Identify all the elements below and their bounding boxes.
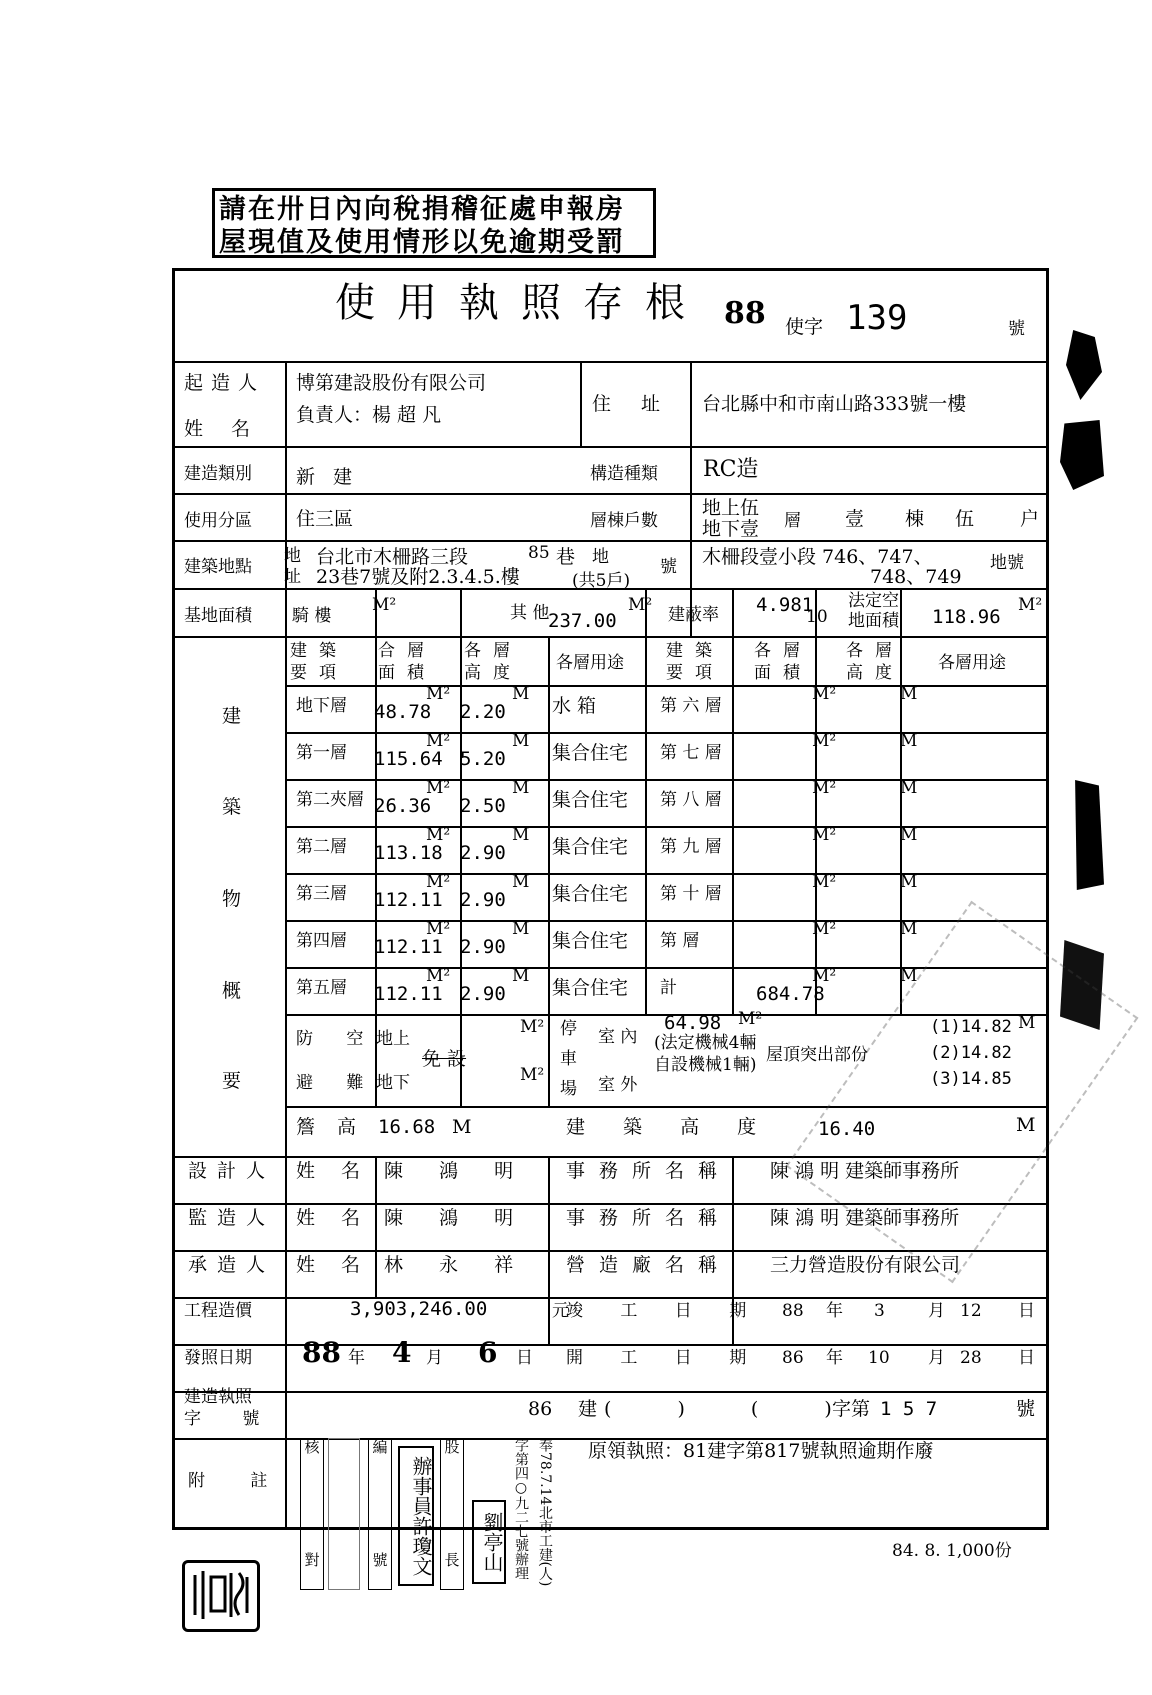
office-name: 三力營造股份有限公司 [770,1254,961,1276]
print-run: 84. 8. 1,000份 [892,1541,1012,1561]
builder-rep: 負責人：楊 超 凡 [296,404,442,426]
completion-nian: 年 [826,1301,843,1321]
floor-use: 集合住宅 [552,789,629,811]
floor-area-unit: M² [426,684,451,704]
completion-yue: 月 [928,1301,945,1321]
chief-box [440,1438,464,1590]
start-year: 86 [782,1348,804,1368]
cost-value: 3,903,246.00 [350,1298,488,1320]
floor-area: 115.64 [374,748,443,770]
structure-label: 構造種類 [590,464,658,484]
parking-1: 停 [560,1019,577,1039]
side-char-1: 建 [222,705,242,727]
floor-area-unit: M² [426,872,451,892]
completion-day: 12 [960,1301,982,1321]
floor-height-right-unit: M [900,684,918,704]
roof-label: 屋頂突出部份 [766,1045,868,1065]
issue-year: 88 [302,1336,341,1369]
side-char-4: 概 [222,980,242,1002]
official-seal-icon [182,1560,260,1632]
parking-indoor-value: 64.98 [664,1012,722,1034]
build-type-label: 建造類別 [184,464,252,484]
floor-height: 2.90 [460,889,506,911]
site-lane: 巷 [556,546,576,568]
floor-name-right: 第 八 層 [660,790,722,810]
tax-notice-stamp [212,188,656,258]
start-label: 開 工 日 期 [566,1348,763,1368]
permit-number: 139 [846,298,908,338]
note-label: 附 註 [188,1471,288,1491]
col-item: 建築要項 [290,641,348,683]
floor-height-right-unit: M [900,778,918,798]
hu-label: 户 [1020,508,1040,530]
lot-line-2: 748、749 [870,566,962,588]
start-day: 28 [960,1348,982,1368]
floor-name: 第二層 [296,837,347,857]
person-name-label: 姓 名 [296,1254,371,1276]
shelter-below-unit: M² [520,1065,545,1085]
cost-label: 工程造價 [184,1301,252,1321]
floor-height: 2.90 [460,983,506,1005]
floor-area-unit: M² [426,825,451,845]
issue-yue: 月 [426,1348,443,1368]
floor-use: 集合住宅 [552,930,629,952]
arcade-unit: M² [372,595,397,615]
roof-3: (3)14.85 [930,1069,1012,1089]
roof-unit: M [1018,1013,1036,1033]
number-box [368,1438,392,1590]
other-value: 237.00 [548,610,617,632]
floor-name: 第四層 [296,931,347,951]
issue-label: 發照日期 [184,1348,252,1368]
floor-area-right-unit: M² [812,731,837,751]
floor-name: 第三層 [296,884,347,904]
issue-day: 6 [478,1336,498,1369]
start-yue: 月 [928,1348,945,1368]
other-unit: M² [628,595,653,615]
builder-label: 起造人 [184,372,266,394]
floor-height-right-unit: M [900,825,918,845]
person-name-label: 姓 名 [296,1160,371,1182]
permit-year-2: 86 [528,1398,553,1420]
eave-unit: M [452,1116,472,1138]
stamp-line-2: 屋現值及使用情形以免逾期受罰 [219,227,625,258]
parking-3: 場 [560,1079,577,1099]
side-char-5: 要 [222,1070,242,1092]
person-role: 承造人 [188,1254,276,1276]
floor-area: 112.11 [374,983,443,1005]
shelter-exempt: 免 設 [422,1048,467,1070]
addr-tag-2: 址 [284,567,301,587]
floor-height: 5.20 [460,748,506,770]
floor-area: 112.11 [374,889,443,911]
floor-height: 2.20 [460,701,506,723]
floor-name-right: 第 七 層 [660,743,722,763]
floor-area-right-unit: M² [812,825,837,845]
floor-name: 第二夾層 [296,790,364,810]
builder-address: 台北縣中和市南山路333號一樓 [702,393,967,415]
col-use: 各層用途 [556,653,624,673]
col-height: 各層高度 [464,641,522,683]
building-height-label: 建 築 高 度 [566,1116,773,1138]
edge-glyph-1 [1066,330,1102,400]
parking-indoor: 室 內 [598,1027,638,1047]
floor-use: 集合住宅 [552,742,629,764]
floor-area-unit: M² [426,966,451,986]
floor-name-right: 第 十 層 [660,884,722,904]
dong-count: 壹 [845,508,865,530]
completion-ri: 日 [1018,1301,1035,1321]
building-height-unit: M [1016,1114,1036,1136]
floor-height: 2.90 [460,842,506,864]
floor-height-right-unit: M [900,919,918,939]
floor-use: 集合住宅 [552,883,629,905]
coverage-denominator: 10 [806,607,828,627]
site-total: (共5戶) [572,571,631,591]
floor-area-right-unit: M² [812,778,837,798]
floor-area-right-unit: M² [812,966,837,986]
number-char-2: 號 [372,1551,388,1569]
permit-jian: 建 [578,1398,598,1420]
person-role: 監造人 [188,1207,276,1229]
shelter-label-2: 避 難 [296,1073,378,1093]
lot-label-2: 號 [660,557,677,577]
open-space-value: 118.96 [932,606,1001,628]
floor-area-right-unit: M² [812,684,837,704]
open-space-label-2: 地面積 [848,611,899,631]
hu-count: 伍 [955,508,975,530]
name-label: 姓名 [184,418,279,440]
office-label: 事務所名稱 [566,1207,732,1229]
hao-label: 號 [1008,319,1025,339]
col-use-2: 各層用途 [938,653,1006,673]
floor-height-right-unit: M [900,872,918,892]
issue-nian: 年 [348,1348,365,1368]
col-floor-area: 合層面積 [378,641,436,683]
parking-outdoor: 室 外 [598,1075,638,1095]
col-area-2: 各層面積 [754,641,812,683]
person-name-label: 姓 名 [296,1207,371,1229]
completion-year: 88 [782,1301,804,1321]
floor-height-unit: M [512,684,530,704]
floor-height-unit: M [512,778,530,798]
permit-label-2: 字 號 [184,1409,278,1429]
floor-name-right: 第 層 [660,931,700,951]
side-char-3: 物 [222,888,242,910]
floor-height-right-unit: M [900,966,918,986]
zone-value: 住三區 [296,508,354,530]
chief-seal: 劉亭山 [472,1500,506,1584]
office-label: 營造廠名稱 [566,1254,732,1276]
floor-name-right: 第 六 層 [660,696,722,716]
floor-name-right: 第 九 層 [660,837,722,857]
col-height-2: 各層高度 [846,641,904,683]
start-month: 10 [868,1348,890,1368]
edge-glyph-3 [1070,780,1104,890]
other-label: 其 他 [510,603,550,623]
permit-zi: 使字 [785,316,824,338]
floor-name: 第一層 [296,743,347,763]
floor-height-unit: M [512,919,530,939]
roof-2: (2)14.82 [930,1043,1012,1063]
office-name: 陳 鴻 明 建築師事務所 [770,1207,960,1229]
shelter-above: 地上 [376,1029,410,1049]
arcade-label: 騎 樓 [292,606,332,626]
completion-label: 竣 工 日 期 [566,1301,763,1321]
permit-year: 88 [724,296,766,331]
check-char-2: 對 [304,1551,320,1569]
floors-below: 地下壹 [702,518,760,540]
stamp-line-1: 請在卅日內向稅捐稽征處申報房 [219,194,625,225]
floor-use: 集合住宅 [552,836,629,858]
parking-indoor-unit: M² [738,1009,763,1029]
area-label: 基地面積 [184,606,252,626]
floor-area-unit: M² [426,731,451,751]
parking-legal: (法定機械4輛 [654,1033,757,1053]
build-type-value: 新 建 [296,466,359,488]
shelter-above-unit: M² [520,1017,545,1037]
ceng-label: 層 [784,511,801,531]
zone-label: 使用分區 [184,511,252,531]
floor-height-right-unit: M [900,731,918,751]
floor-use: 水 箱 [552,695,597,717]
completion-month: 3 [874,1301,885,1321]
floor-height-unit: M [512,731,530,751]
floor-name: 第五層 [296,978,347,998]
clerk-seal: 辦事員許瓊文 [398,1446,434,1586]
edge-glyph-2 [1060,420,1104,490]
floor-area: 48.78 [374,701,432,723]
permit-number-2: 1 5 7 [880,1398,938,1420]
shelter-label-1: 防 空 [296,1029,378,1049]
permit-hao: 號 [1016,1398,1036,1420]
start-ri: 日 [1018,1348,1035,1368]
side-char-2: 築 [222,796,242,818]
floor-name-right: 計 [660,978,677,998]
coverage-value: 4.981 [756,594,814,616]
approval-col-1: 字第四○九二七號辦理 [513,1438,529,1580]
floor-use: 集合住宅 [552,977,629,999]
lot-line-1: 木柵段壹小段 746、747、 [702,546,933,568]
col-item-2: 建築要項 [666,641,724,683]
parking-self: 自設機械1輛) [654,1055,757,1075]
check-char: 核 [304,1438,320,1456]
form-title: 使用執照存根 [335,280,707,326]
issue-ri: 日 [516,1348,533,1368]
person-name: 陳 鴻 明 [384,1160,514,1182]
office-label: 事務所名稱 [566,1160,732,1182]
site-lane-number: 85 [528,543,550,563]
floor-area-right: 684.78 [756,983,825,1005]
chief-char-2: 長 [444,1551,460,1569]
floor-area: 112.11 [374,936,443,958]
floor-name: 地下層 [296,696,347,716]
building-height-value: 16.40 [818,1118,876,1140]
dong-label: 棟 [905,508,925,530]
open-space-label-1: 法定空 [848,591,899,611]
cost-yuan: 元 [552,1301,569,1321]
parking-2: 車 [560,1049,577,1069]
site-line-2: 23巷7號及附2.3.4.5.樓 [316,566,520,588]
eave-label: 簷 高 [296,1116,365,1138]
address-label: 住址 [592,393,691,415]
approval-col-2: 奉78.7.14北市工建(人) [537,1438,553,1587]
check-box [300,1438,324,1590]
officer-seal-1 [328,1438,360,1590]
addr-tag-1: 地 [284,546,301,566]
floor-height: 2.90 [460,936,506,958]
lot-tail: 地號 [990,553,1024,573]
structure-value: RC造 [703,457,759,482]
floor-height-unit: M [512,966,530,986]
permit-label-1: 建造執照 [184,1387,252,1407]
lot-label-1: 地 [592,547,609,567]
permit-zi: 字第 [832,1398,871,1420]
open-space-unit: M² [1018,595,1043,615]
number-char: 編 [372,1438,388,1456]
floor-area: 26.36 [374,795,432,817]
floor-height: 2.50 [460,795,506,817]
site-label: 建築地點 [184,557,252,577]
start-nian: 年 [826,1348,843,1368]
roof-1: (1)14.82 [930,1017,1012,1037]
floor-area-right-unit: M² [812,872,837,892]
floors-label: 層棟戶數 [590,511,658,531]
permit-paren: ( ) ( ) [604,1398,832,1420]
shelter-below: 地下 [376,1073,410,1093]
person-name: 陳 鴻 明 [384,1207,514,1229]
floors-above: 地上伍 [702,497,760,519]
floor-height-unit: M [512,825,530,845]
chief-char: 股 [444,1438,460,1456]
person-role: 設計人 [188,1160,276,1182]
coverage-label: 建蔽率 [668,605,719,625]
office-name: 陳 鴻 明 建築師事務所 [770,1160,960,1182]
floor-height-unit: M [512,872,530,892]
site-line-1: 台北市木柵路三段 [316,546,469,568]
issue-month: 4 [392,1336,412,1369]
builder-name: 博第建設股份有限公司 [296,372,487,394]
person-name: 林 永 祥 [384,1254,514,1276]
note-text: 原領執照：81建字第817號執照逾期作廢 [588,1440,934,1462]
floor-area: 113.18 [374,842,443,864]
eave-value: 16.68 [378,1116,436,1138]
floor-area-unit: M² [426,919,451,939]
floor-area-unit: M² [426,778,451,798]
floor-area-right-unit: M² [812,919,837,939]
